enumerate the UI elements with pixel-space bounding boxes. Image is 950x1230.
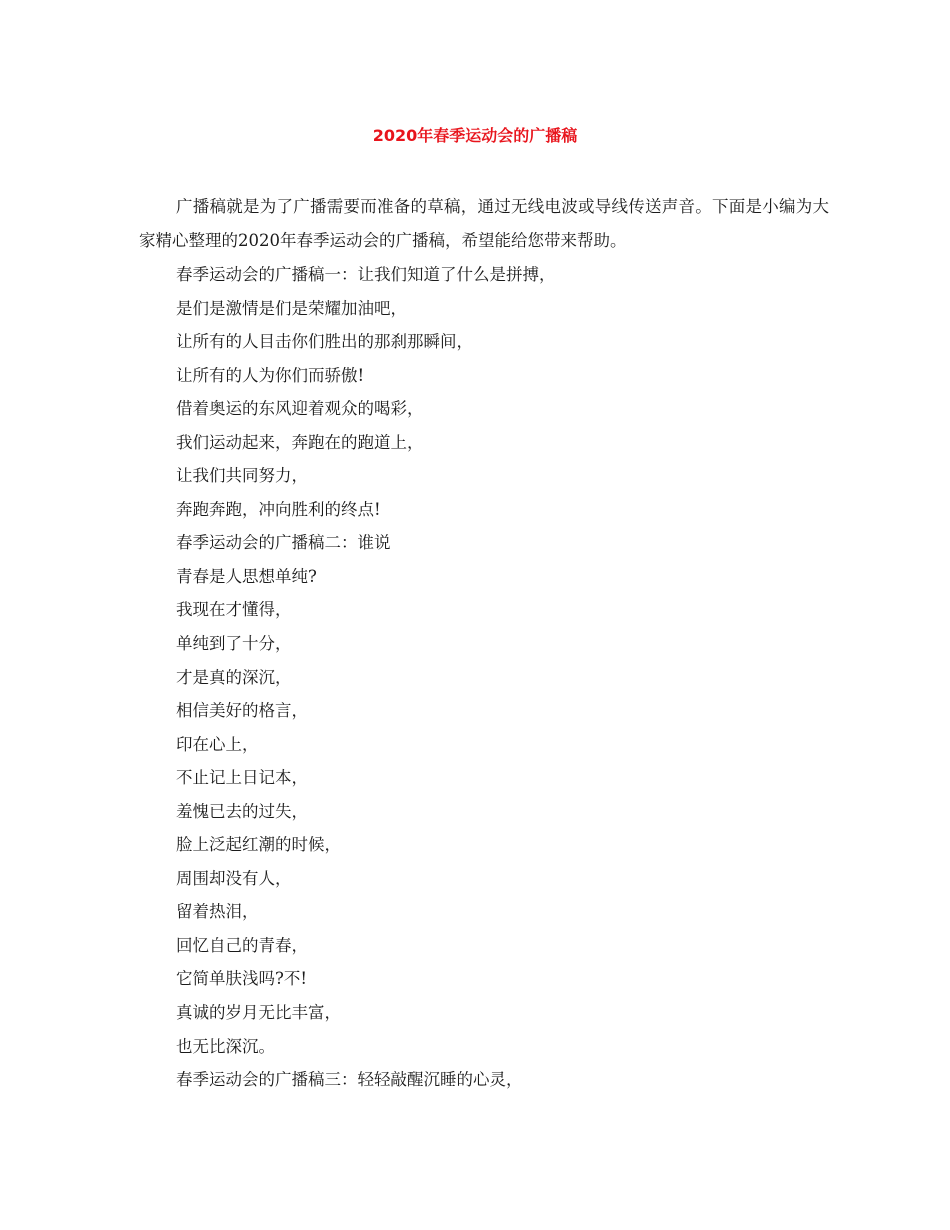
- text-line: 我现在才懂得，: [176, 600, 292, 620]
- broadcast-lines: [139, 258, 829, 1097]
- text-line: 让所有的人为你们而骄傲!: [176, 365, 365, 385]
- text-line: 留着热泪，: [176, 902, 259, 922]
- text-line: 相信美好的格言，: [176, 701, 308, 721]
- text-line: 单纯到了十分，: [176, 634, 292, 654]
- text-line: 脸上泛起红潮的时候，: [176, 835, 341, 855]
- text-line: 羞愧已去的过失，: [176, 801, 308, 821]
- text-line: 真诚的岁月无比丰富，: [176, 1003, 341, 1023]
- text-line: 周围却没有人，: [176, 868, 292, 888]
- text-line: 不止记上日记本，: [176, 768, 308, 788]
- text-line: 春季运动会的广播稿一：让我们知道了什么是拼搏，: [176, 265, 556, 284]
- text-line: 我们运动起来，奔跑在的跑道上，: [176, 432, 424, 452]
- text-line: 青春是人思想单纯?: [176, 566, 317, 586]
- text-line: 让所有的人目击你们胜出的那刹那瞬间，: [176, 332, 473, 352]
- text-line: 让我们共同努力，: [176, 466, 308, 486]
- text-line: 它简单肤浅吗?不!: [176, 969, 307, 989]
- text-line: 印在心上，: [176, 734, 259, 754]
- document-title: 2020年春季运动会的广播稿: [372, 126, 578, 145]
- text-line: 春季运动会的广播稿三：轻轻敲醒沉睡的心灵，: [176, 1070, 523, 1090]
- text-line: 春季运动会的广播稿二：谁说: [176, 533, 391, 553]
- text-line: 奔跑奔跑，冲向胜利的终点!: [176, 499, 381, 519]
- text-line: 是们是激情是们是荣耀加油吧，: [176, 298, 407, 318]
- intro-paragraph: 广播稿就是为了广播需要而准备的草稿，通过无线电波或导线传送声音。下面是小编为大家精心整理的2020年春季运动会的广播稿，希望能给您带来帮助。: [139, 197, 829, 250]
- document-body: [139, 190, 829, 1097]
- text-line: 回忆自己的青春，: [176, 935, 308, 955]
- text-line: 借着奥运的东风迎着观众的喝彩，: [176, 399, 424, 419]
- text-line: 也无比深沉。: [176, 1036, 275, 1056]
- text-line: 才是真的深沉，: [176, 667, 292, 687]
